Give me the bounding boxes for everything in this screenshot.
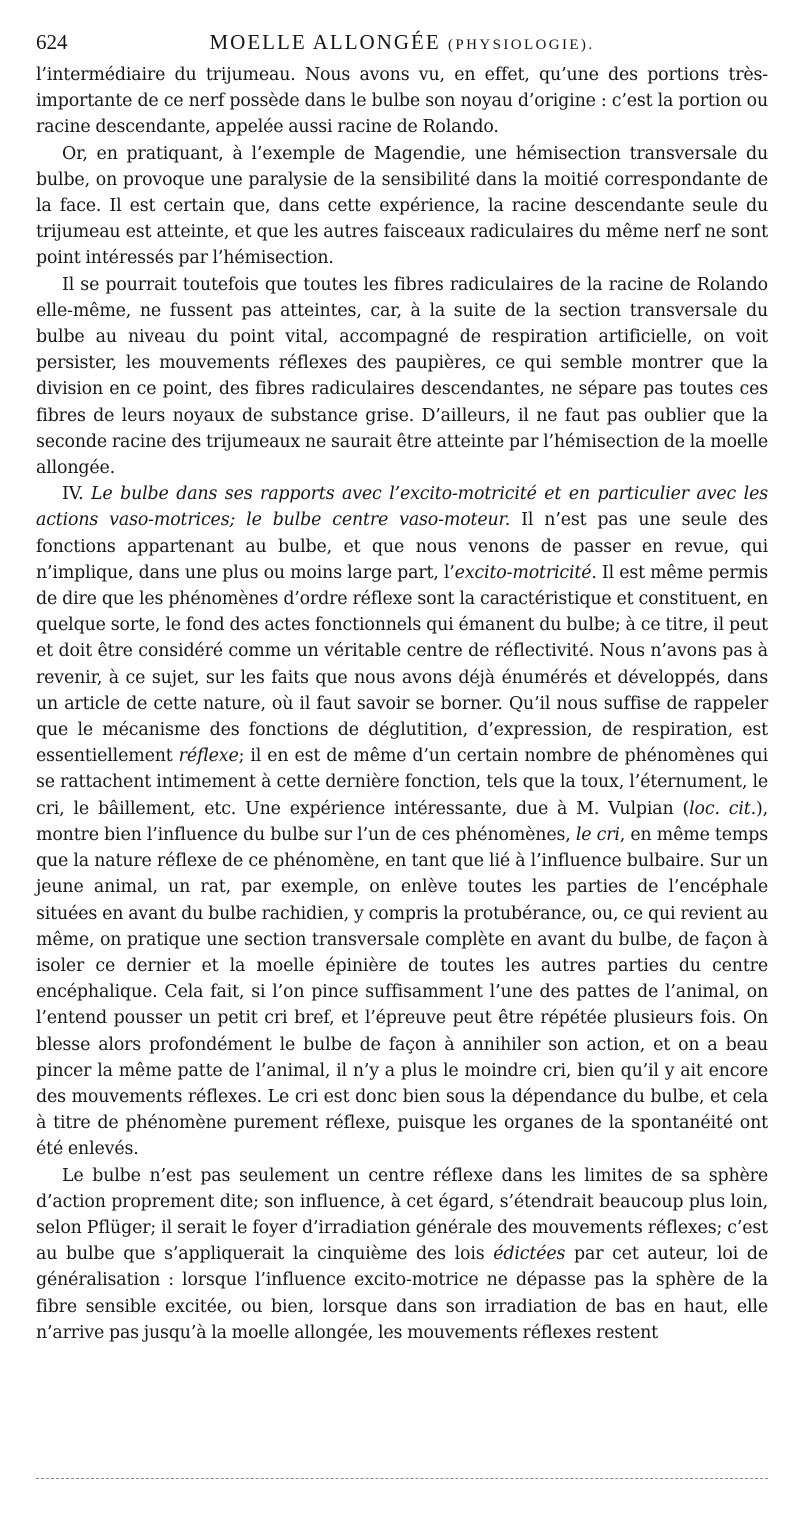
italic-text: édictées [493, 1244, 566, 1265]
page-header [36, 30, 768, 62]
text-run: IV. [62, 484, 92, 505]
text-run: Le bulbe n’est pas seulement un centre réflexe dans les limites de sa sphère d’action proprement dite; son influence, à cet égard, s’étendrait beaucoup plus loin, selon Pflüger; il serait le foyer d’irradiation générale des mouvements réflexes; c’est au bulbe que s’appliquerait la cinquième des lois [36, 1165, 768, 1265]
paragraph [36, 481, 768, 1162]
running-title: MOELLE ALLONGÉE [209, 30, 441, 54]
text-run: l’intermédiaire du trijumeau. Nous avons vu, en effet, qu’une des portions très-importante de ce nerf possède dans le bulbe son noyau d’origine : c’est la portion ou racine descendante, appelée aussi racine de Rolando. [36, 65, 768, 138]
text-run: par cet auteur, loi de généralisation : lorsque l’influence excito-motrice ne dépasse pas la sphère de la fibre sensible excitée, ou bien, lorsque dans son irradiation de bas en haut, elle n’arrive pas jusqu’à la moelle allongée, les mouvements réflexes restent [36, 1244, 768, 1343]
paragraph [36, 1163, 768, 1346]
italic-text: loc. cit. [689, 798, 756, 819]
italic-text: le cri [575, 824, 620, 845]
text-run: Il se pourrait toutefois que toutes les fibres radiculaires de la racine de Rolando elle-même, ne fussent pas atteintes, car, à la suite de la section transversale du bulbe au niveau du point vital, accompagné de respiration artificielle, on voit persister, les mouvements réflexes des paupières, ce qui semble montrer que la division en ce point, des fibres radiculaires descendantes, ne sépare pas toutes ces fibres de leurs noyaux de substance grise. D’ailleurs, il ne faut pas oublier que la seconde racine des trijumeaux ne saurait être atteinte par l’hémisection de la moelle allongée. [36, 274, 768, 479]
paragraph [36, 272, 768, 482]
italic-text: Le bulbe dans ses rapports avec l’excito-motricité et en particulier avec les actions vaso-motrices; le bulbe centre vaso-moteur. [36, 484, 768, 531]
text-run: Il n’est pas une seule des fonctions appartenant au bulbe, et que nous venons de passer en revue, qui n’implique, dans une plus ou moins large part, l’ [36, 510, 769, 583]
paragraph [36, 62, 768, 141]
text-run: ), montre bien l’influence du bulbe sur l’un de ces phénomènes, [36, 798, 768, 845]
page-number: 624 [36, 30, 68, 54]
italic-text: excito-motricité [454, 562, 592, 583]
italic-text: réflexe [178, 746, 239, 767]
footer-rule [36, 1478, 768, 1479]
body-text [36, 62, 768, 1346]
text-run: ; il en est de même d’un certain nombre de phénomènes qui se rattachent intimement à cette dernière fonction, tels que la toux, l’éternument, le cri, le bâillement, etc. Une expérience intéressante, due à M. Vulpian ( [36, 746, 769, 819]
running-head [36, 30, 768, 55]
text-run: . Il est même permis de dire que les phénomènes d’ordre réflexe sont la caractéristique et constituent, en quelque sorte, le fond des actes fonctionnels qui émanent du bulbe; à ce titre, il peut et doit être considéré comme un véritable centre de réflectivité. Nous n’avons pas à revenir, à ce sujet, sur les faits que nous avons déjà énumérés et développés, dans un article de cette nature, où il faut savoir se borner. Qu’il nous suffise de rappeler que le mécanisme des fonctions de déglutition, d’expression, de respiration, est essentiellement [36, 562, 769, 767]
paragraph [36, 141, 768, 272]
text-run: , en même temps que la nature réflexe de ce phénomène, en tant que lié à l’influence bulbaire. Sur un jeune animal, un rat, par exemple, on enlève toutes les parties de l’encéphale situées en avant du bulbe rachidien, y compris la protubérance, ou, ce qui revient au même, on pratique une section transversale complète en avant du bulbe, de façon à isoler ce dernier et la moelle épinière de toutes les autres parties du centre encéphalique. Cela fait, si l’on pince suffisamment l’une des pattes de l’animal, on l’entend pousser un petit cri bref, et l’épreuve peut être répétée plusieurs fois. On blesse alors profondément le bulbe de façon à annihiler son action, et on a beau pincer la même patte de l’animal, il n’y a plus le moindre cri, bien qu’il y ait encore des mouvements réflexes. Le cri est donc bien sous la dépendance du bulbe, et cela à titre de phénomène purement réflexe, puisque les organes de la spontanéité ont été enlevés. [36, 824, 768, 1160]
running-subtitle: (PHYSIOLOGIE). [447, 37, 595, 53]
text-run: Or, en pratiquant, à l’exemple de Magendie, une hémisection transversale du bulbe, on provoque une paralysie de la sensibilité dans la moitié correspondante de la face. Il est certain que, dans cette expérience, la racine descendante seule du trijumeau est atteinte, et que les autres faisceaux radiculaires du même nerf ne sont point intéressés par l’hémisection. [36, 143, 768, 269]
